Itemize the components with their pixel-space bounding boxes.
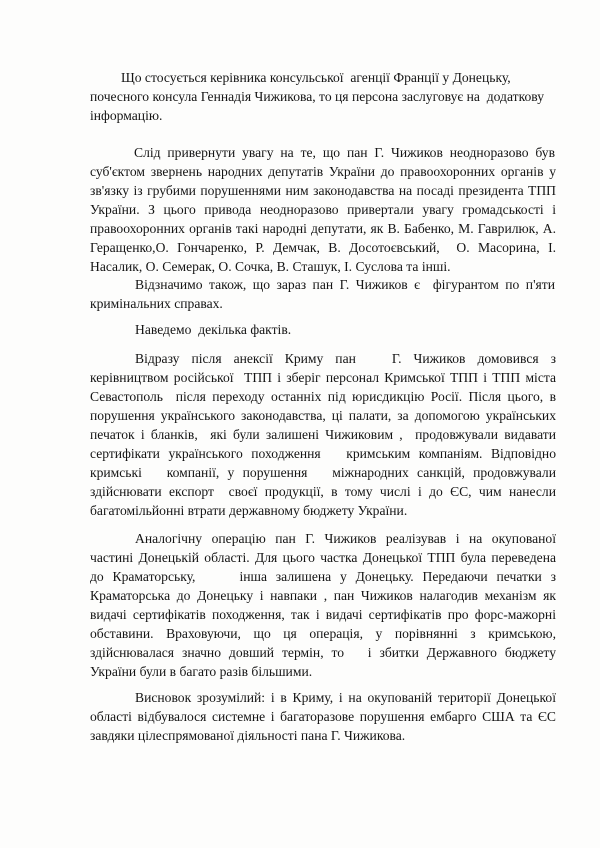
text-line: суб'єктом звернень народних депутатів України до правоохоронних органів у <box>90 164 556 179</box>
text-line: Наведемо декілька фактів. <box>135 322 292 337</box>
text-line: області відбувалося системне і багаторазове порушення ембарго США та ЄС <box>90 709 556 724</box>
text-line: видачі сертифікатів походження, так і видачі сертифікатів про форс-мажорні <box>90 607 556 622</box>
text-line: Що стосується керівника консульської агенції Франції у Донецьку, <box>121 70 511 85</box>
text-line: Севастополь після переходу останніх під юрисдикцію Росії. Після цього, в <box>90 389 556 404</box>
text-line: до Краматорську, інша залишена у Донецьку. Передаючи печатки з <box>90 569 556 584</box>
text-line: Краматорська до Донецьку і навпаки , пан Чижиков налагодив механізм як <box>90 588 556 603</box>
text-line: Слід привернути увагу на те, що пан Г. Чижиков неодноразово був <box>134 145 555 160</box>
text-line: завдяки цілеспрямованої діяльності пана Г. Чижикова. <box>90 728 406 743</box>
text-line: Висновок зрозумілий: і в Криму, і на окупованій території Донецької <box>135 690 556 705</box>
text-line: керівництвом російської ТПП і зберіг персонал Кримської ТПП і ТПП міста <box>90 370 556 385</box>
text-line: кримські компанії, у порушення міжнародних санкцій, продовжували <box>90 465 556 480</box>
text-line: здійснювати експорт своєї продукції, в тому числі і до ЄС, чим нанесли <box>90 484 556 499</box>
text-line: порушення українського законодавства, ці палати, за допомогою українських <box>90 408 556 423</box>
text-line: багатомільйонні втрати державному бюджету України. <box>90 503 408 518</box>
text-line: інформацію. <box>90 108 163 123</box>
text-line: обставини. Враховуючи, що ця операція, у порівнянні з кримською, <box>90 626 556 641</box>
text-line: зв'язку із грубими порушеннями ним законодавства на посаді президента ТПП <box>90 183 556 198</box>
text-line: кримінальних справах. <box>90 296 223 311</box>
text-line: України були в багато разів більшими. <box>90 664 313 679</box>
text-line: Насалик, О. Семерак, О. Сочка, В. Сташук, І. Суслова та інші. <box>90 259 451 274</box>
text-line: правоохоронних органів такі народні депутати, як В. Бабенко, М. Гаврилюк, А. <box>90 221 556 236</box>
text-line: Геращенко,О. Гончаренко, Р. Демчак, В. Досотоєвський, О. Масорина, І. <box>90 240 556 255</box>
text-line: частині Донецькій області. Для цього частка Донецької ТПП була переведена <box>90 550 556 565</box>
text-line: Відзначимо також, що зараз пан Г. Чижиков є фігурантом по п'яти <box>135 277 555 292</box>
text-line: Аналогічну операцію пан Г. Чижиков реалізував і на окупованої <box>135 531 556 546</box>
text-line: печаток і бланків, які були залишені Чижиковим , продовжували видавати <box>90 427 556 442</box>
text-line: здійснювалася значно довший термін, то і збитки Державного бюджету <box>90 645 556 660</box>
text-line: України. З цього привода неодноразово привертали увагу громадськості і <box>90 202 556 217</box>
text-line: сертифікати українського походження кримським компаніям. Відповідно <box>90 446 556 461</box>
text-line: почесного консула Геннадія Чижикова, то ця персона заслуговує на додаткову <box>90 89 545 104</box>
text-line: Відразу після анексії Криму пан Г. Чижиков домовився з <box>135 351 556 366</box>
